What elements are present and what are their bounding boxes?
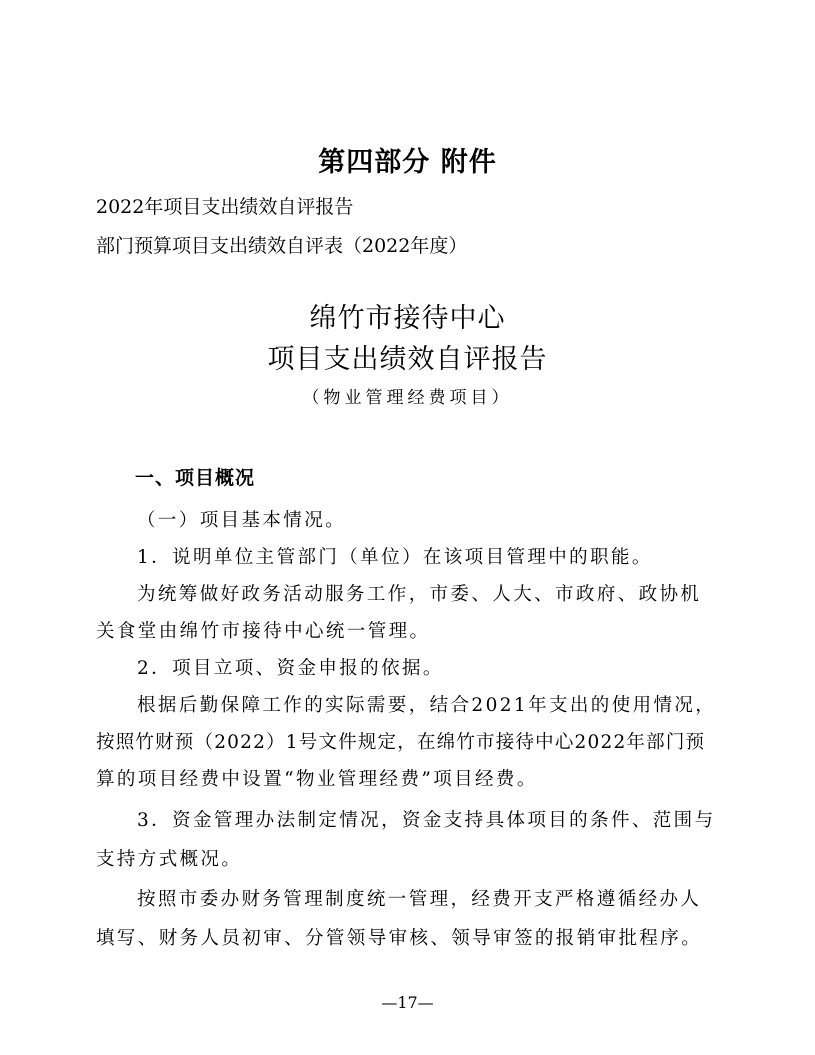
attachment-item: 2022年项目支出绩效自评报告 [96, 196, 354, 218]
paragraph-line: 按照市委办财务管理制度统一管理，经费开支严格遵循经办人 [137, 889, 702, 910]
report-subtitle: （物业管理经费项目） [302, 388, 513, 408]
attachment-item: 部门预算项目支出绩效自评表（2022年度） [96, 235, 468, 257]
paragraph-line: 按照竹财预（2022）1号文件规定，在绵竹市接待中心2022年部门预 [96, 732, 706, 753]
paragraph-line: 支持方式概况。 [96, 849, 243, 870]
paragraph-line: 填写、财务人员初审、分管领导审核、领导审签的报销审批程序。 [96, 928, 703, 949]
part-title: 第四部分 附件 [318, 147, 497, 178]
paragraph-line: 2．项目立项、资金申报的依据。 [137, 658, 444, 679]
paragraph-line: 根据后勤保障工作的实际需要，结合2021年支出的使用情况， [137, 695, 717, 716]
paragraph-line: 算的项目经费中设置“物业管理经费”项目经费。 [96, 769, 538, 790]
page-number: —17— [381, 993, 434, 1012]
report-title-line1: 绵竹市接待中心 [309, 303, 506, 334]
report-title-line2: 项目支出绩效自评报告 [267, 344, 548, 375]
paragraph-line: 3．资金管理办法制定情况，资金支持具体项目的条件、范围与 [137, 810, 716, 831]
paragraph-line: 1．说明单位主管部门（单位）在该项目管理中的职能。 [137, 547, 653, 568]
section-heading: 一、项目概况 [135, 467, 256, 489]
subsection-heading: （一）项目基本情况。 [137, 510, 347, 531]
paragraph-line: 为统筹做好政务活动服务工作，市委、人大、市政府、政协机 [137, 584, 702, 605]
paragraph-line: 关食堂由绵竹市接待中心统一管理。 [96, 621, 431, 642]
